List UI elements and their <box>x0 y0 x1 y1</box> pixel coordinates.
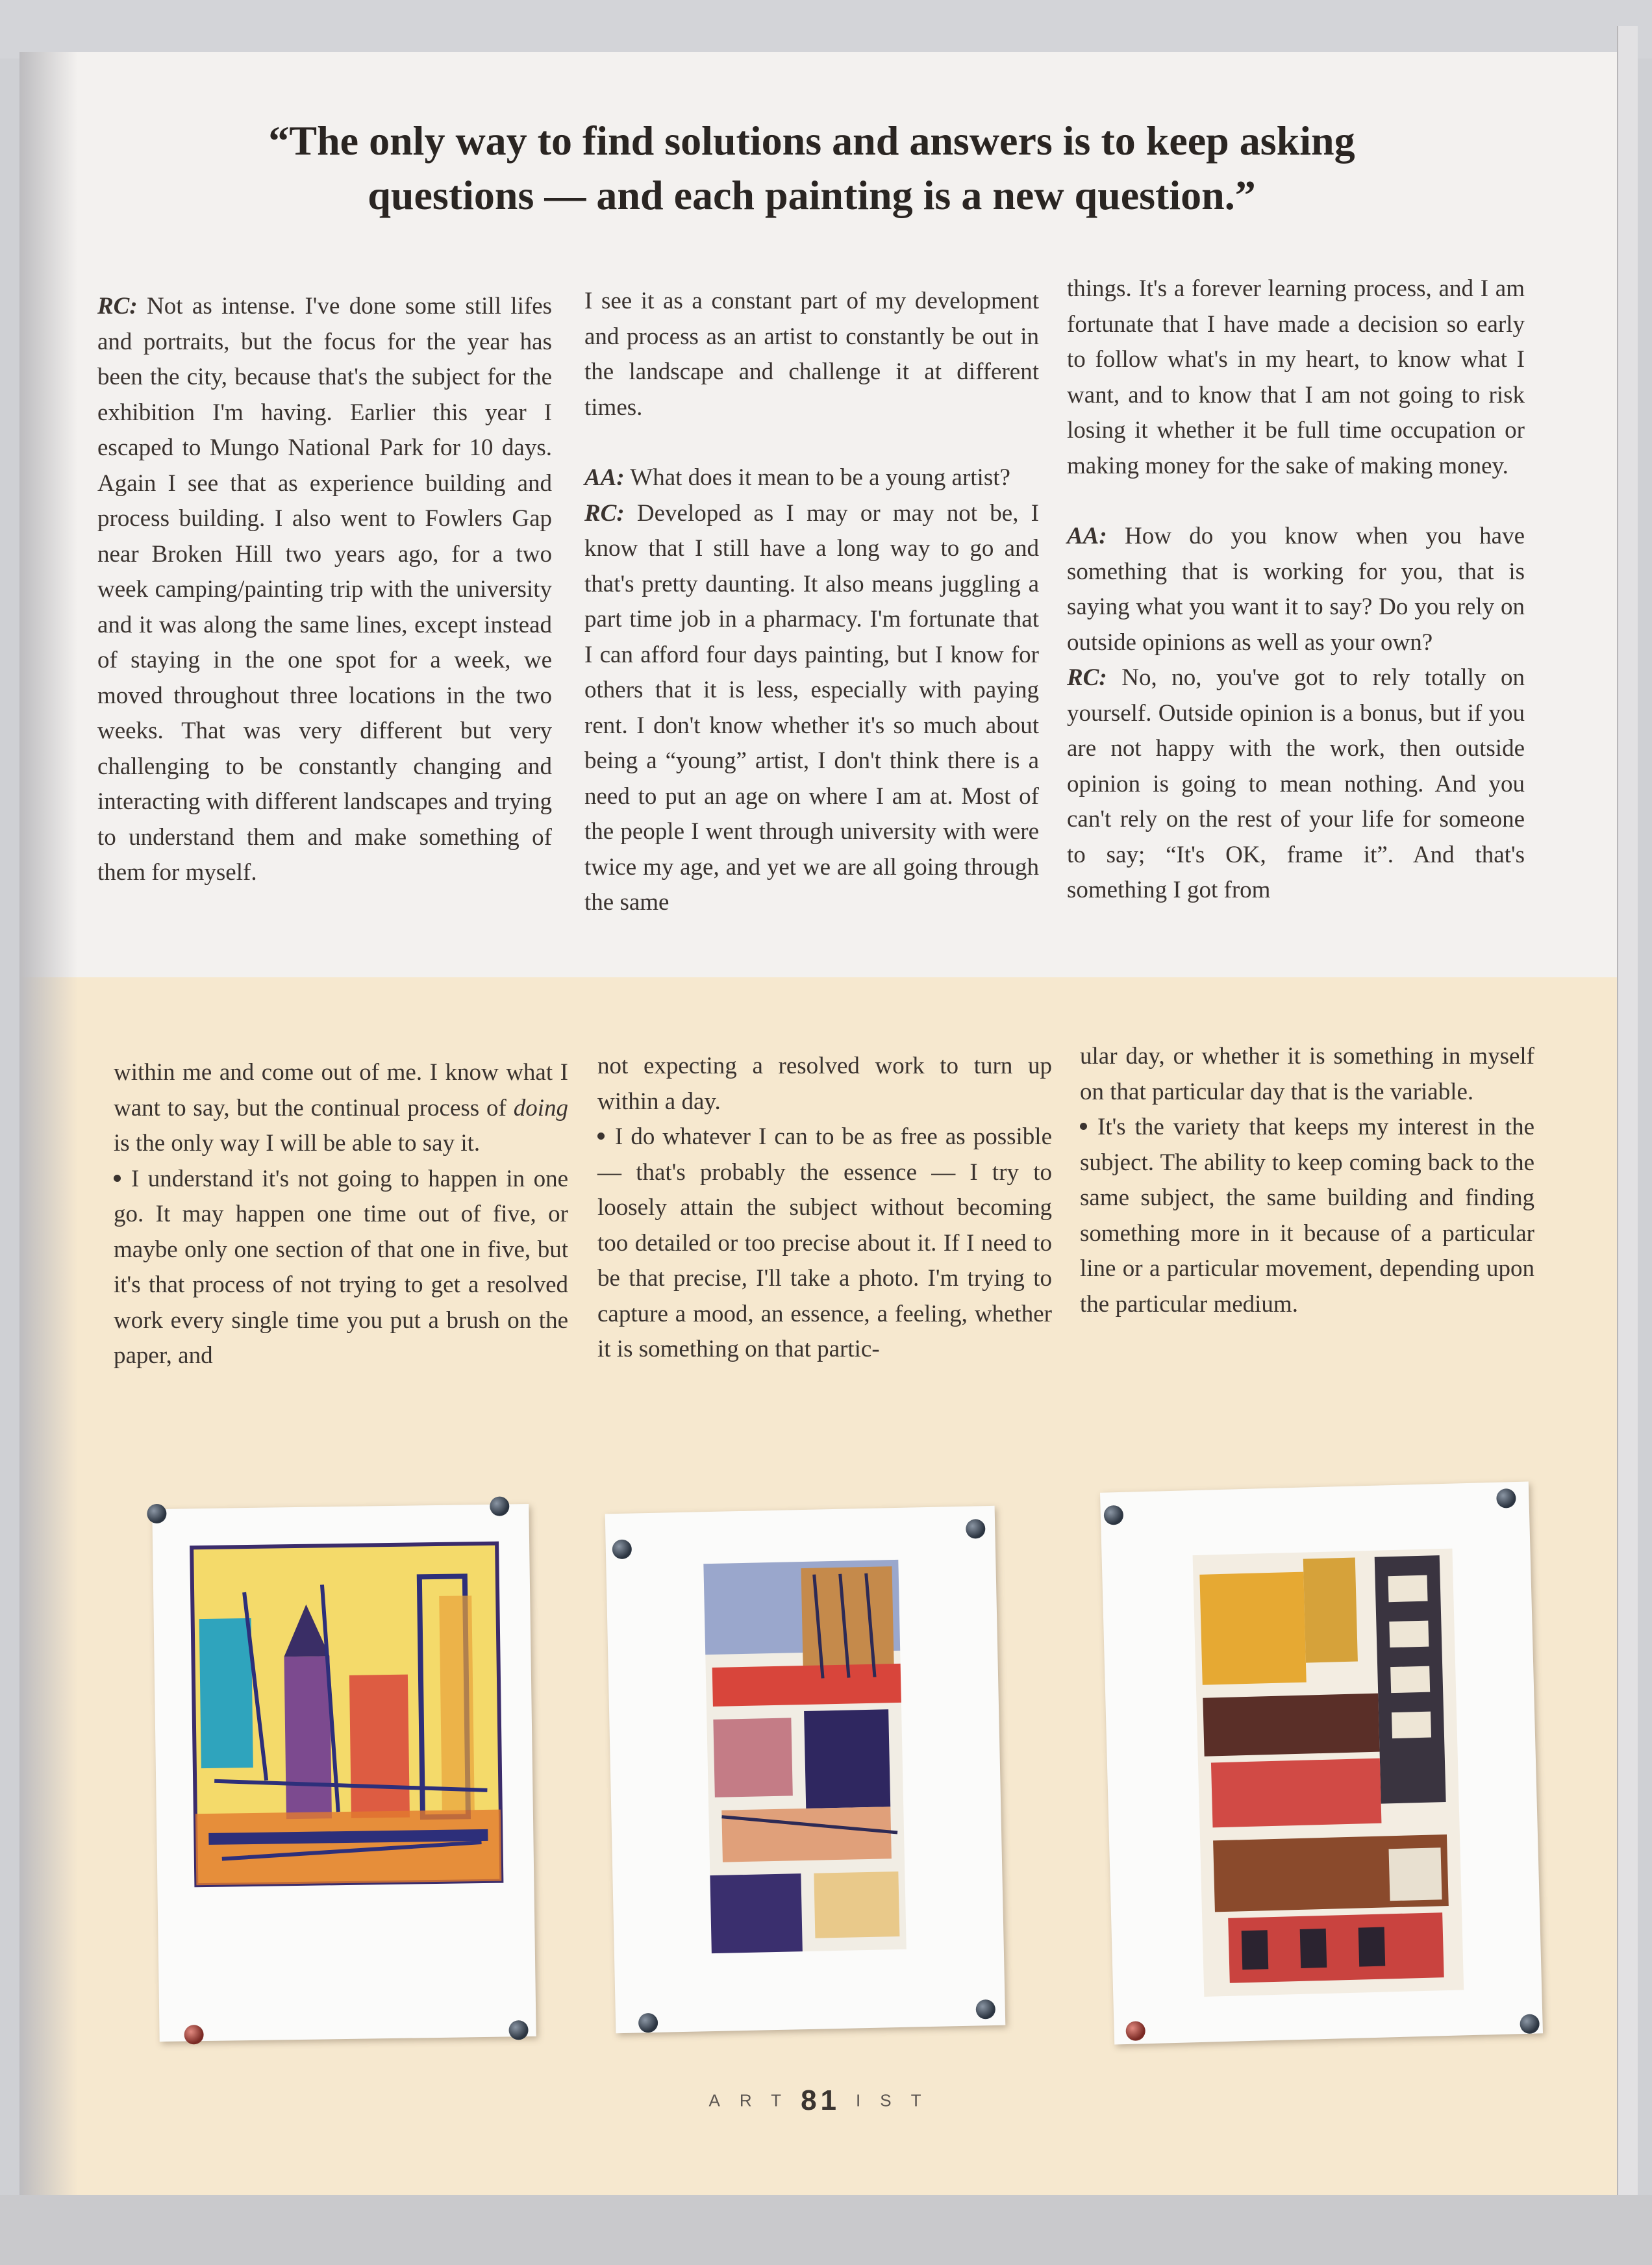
folio-word-left: ART <box>708 2090 801 2110</box>
answer <box>584 496 1039 921</box>
question-text: How do you know when you have something that is working for you, that is saying what you want it to say? Do you rely on outside opinions as well as your own? <box>1067 523 1525 656</box>
question <box>1067 519 1525 660</box>
paragraph <box>114 1055 568 1162</box>
speaker-label: RC: <box>97 293 138 319</box>
speaker-label: AA: <box>584 464 625 491</box>
scan-background <box>0 0 1652 58</box>
artwork-1 <box>152 1504 536 2042</box>
question <box>584 460 1039 496</box>
bullet-paragraph <box>1080 1110 1534 1322</box>
paragraph-text: I do whatever I can to be as free as possible — that's probably the essence — I try to loosely attain the subject without becoming too detailed or too precise about it. If I need to be that precise, I'll take a photo. I'm trying to capture a mood, an essence, a feeling, whether it is something on that partic- <box>597 1123 1052 1362</box>
answer-text: No, no, you've got to rely totally on yourself. Outside opinion is a bonus, but if you are not happy with the work, then outside opinion is going to mean nothing. And you can't rely on the rest of your life for someone to say; “It's OK, frame it”. And that's something I got from <box>1067 664 1525 903</box>
painting-city-buildings-red-facades <box>1100 1482 1543 2045</box>
bullet-paragraph <box>597 1120 1052 1368</box>
speaker-label: RC: <box>584 499 625 527</box>
paragraph: not expecting a resolved work to turn up within a day. <box>597 1053 1052 1115</box>
bullet-icon <box>114 1175 121 1182</box>
bullet-icon <box>597 1132 605 1140</box>
emphasis-text: doing <box>513 1094 568 1121</box>
paragraph-text: Not as intense. I've done some still lifes and portraits, but the focus for the year has been the city, because that's the subject for the exhibition I'm having. Earlier this year I escaped to Mungo National Park for 10 days. Again I see that as experience building and process building. I also went to Fowlers Gap near Broken Hill two years ago, for a two week camping/painting trip with the university and it was along the same lines, except instead of staying in the one spot for a week, we moved throughout three locations in the two weeks. That was very different but very challenging to be constantly changing and interacting with different landscapes and trying to understand them and make something of them for myself. <box>97 293 553 886</box>
page-edge <box>1617 26 1638 2195</box>
pull-quote-line-2: questions — and each painting is a new question.” <box>368 172 1256 218</box>
upper-column-2 <box>584 284 1039 921</box>
pull-quote-line-1: “The only way to find solutions and answers is to keep asking <box>268 118 1355 164</box>
artwork-2 <box>605 1506 1006 2033</box>
lower-column-3 <box>1080 1039 1534 1322</box>
paragraph-text: is the only way I will be able to say it. <box>114 1130 481 1157</box>
page-number: 81 <box>801 2084 841 2116</box>
paragraph-text: within me and come out of me. I know what I want to say, but the continual process of <box>114 1059 568 1121</box>
speaker-label: AA: <box>1067 523 1107 549</box>
bullet-icon <box>1080 1123 1087 1130</box>
paragraph <box>97 289 552 891</box>
upper-column-1 <box>97 289 552 891</box>
spine-shadow <box>19 52 78 2195</box>
folio-word-right: IST <box>856 2090 941 2110</box>
paragraph-text: I understand it's not going to happen in one go. It may happen one time out of five, or maybe only one section of that one in five, but it's that process of not trying to get a resolved work every single time you put a brush on the paper, and <box>114 1165 568 1369</box>
scan-bottom-edge <box>0 2195 1652 2265</box>
answer <box>1067 660 1525 908</box>
painting-city-sketch-yellow-blue <box>152 1504 536 2042</box>
bullet-paragraph <box>114 1162 568 1374</box>
answer-text: Developed as I may or may not be, I know that I still have a long way to go and that's pretty daunting. It also means juggling a part time job in a pharmacy. I'm fortunate that I can afford four days painting, but I know for others that it is less, especially with paying rent. I don't know whether it's so much about being a “young” artist, I don't think there is a need to put an age on where I am at. Most of the people I went through university with were twice my age, and yet we are all going through the same <box>584 499 1039 916</box>
upper-column-3 <box>1067 271 1525 908</box>
artwork-3 <box>1100 1482 1543 2045</box>
question-text: What does it mean to be a young artist? <box>630 464 1010 491</box>
paragraph: ular day, or whether it is something in myself on that particular day that is the variable. <box>1080 1043 1534 1105</box>
page-folio <box>649 2084 1000 2117</box>
lower-column-2 <box>597 1049 1052 1368</box>
speaker-label: RC: <box>1067 664 1107 691</box>
paragraph: things. It's a forever learning process, and I am fortunate that I have made a decision so early to follow what's in my heart, to know what I want, and to know that I am not going to risk losing it whether it be full time occupation or making money for the sake of making money. <box>1067 275 1525 479</box>
lower-column-1 <box>114 1055 568 1374</box>
painting-city-buildings-sketch <box>605 1506 1006 2033</box>
paragraph-text: It's the variety that keeps my interest in the subject. The ability to keep coming back to the same subject, the same building and finding something more in it because of a particular line or a particular movement, depending upon the particular medium. <box>1080 1114 1534 1318</box>
paragraph: I see it as a constant part of my development and process as an artist to constantly be out in the landscape and challenge it at different times. <box>584 288 1039 421</box>
pull-quote <box>162 114 1461 223</box>
